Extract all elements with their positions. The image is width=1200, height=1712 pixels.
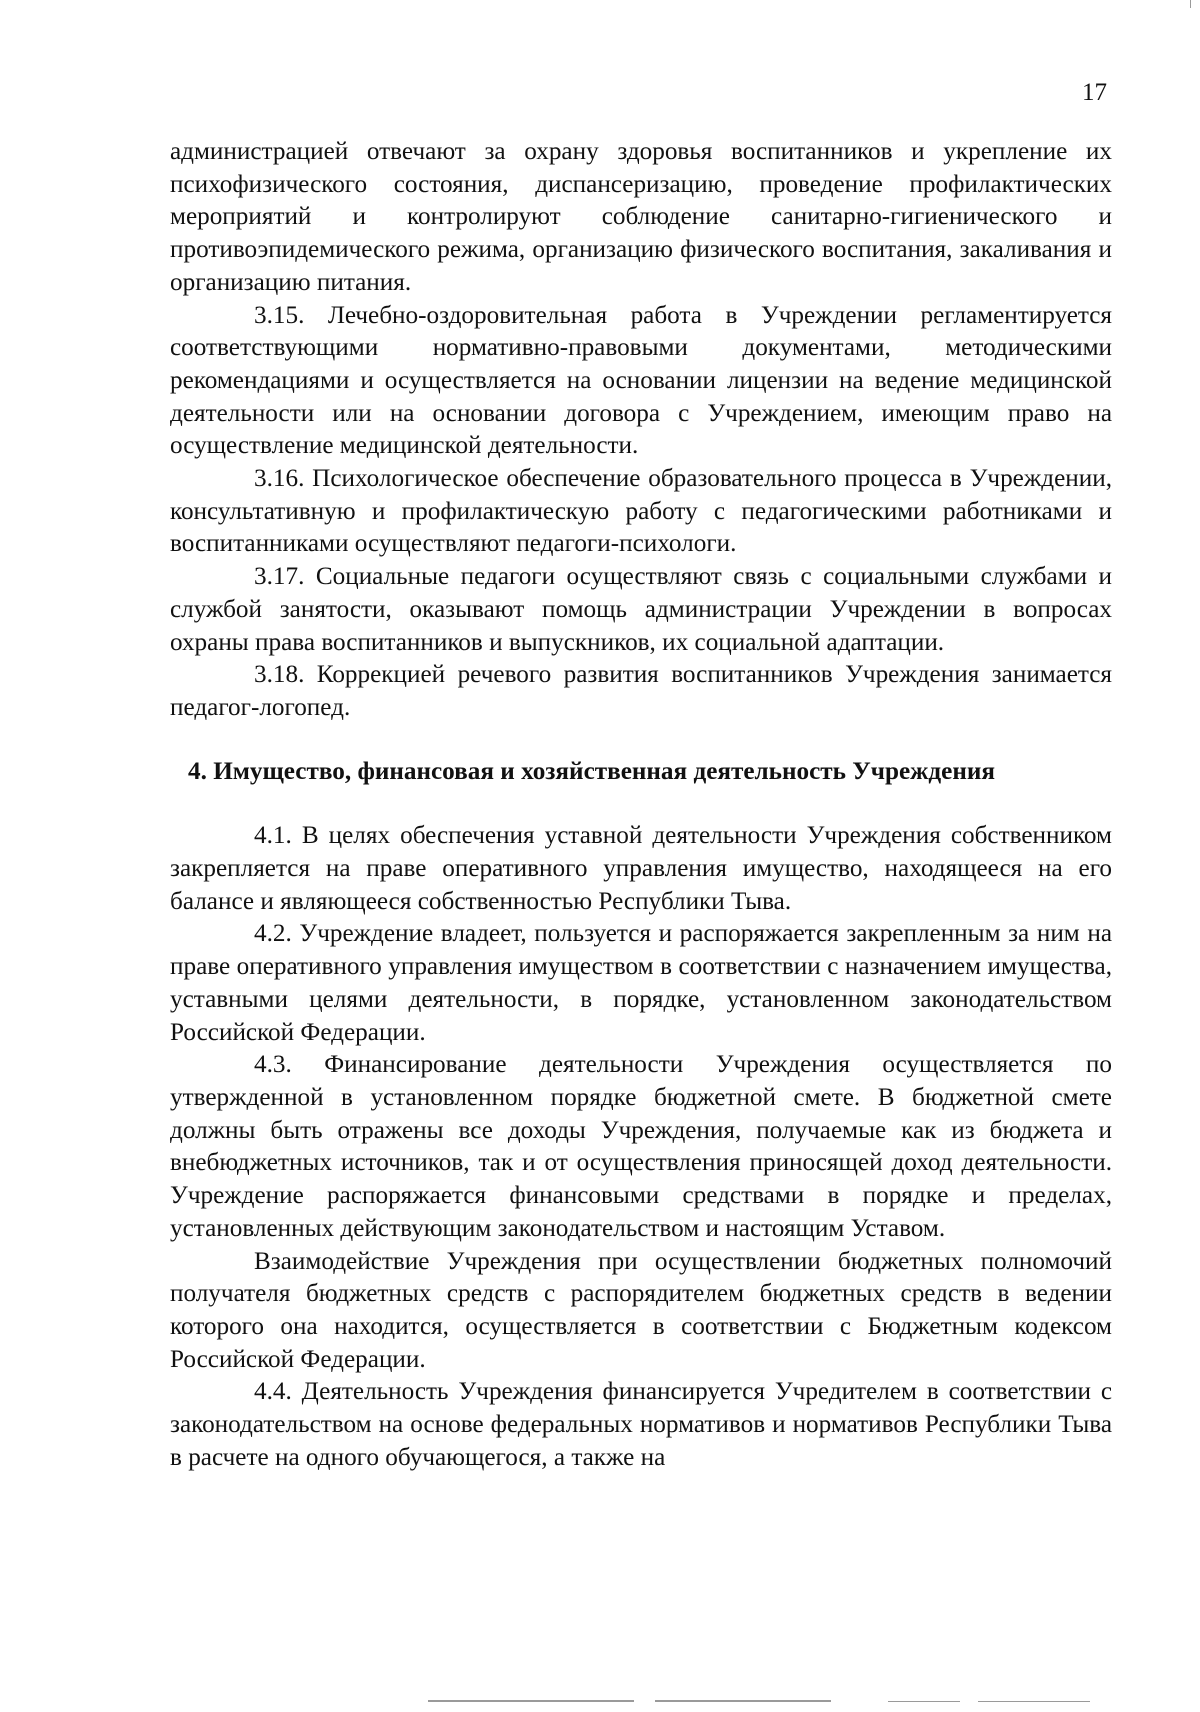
paragraph-3-18: 3.18. Коррекцией речевого развития воспитанников Учреждения занимается педагог-логопед. <box>170 661 1112 721</box>
paragraph-4-3: 4.3. Финансирование деятельности Учреждения осуществляется по утвержденной в установленном порядке бюджетной смете. В бюджетной смете должны быть отражены все доходы Учреждения, получаемые как из бюджета и внебюджетных источников, так и от осуществления приносящей доход деятельности. Учреждение распоряжается финансовыми средствами в порядке и пределах, установленных действующим законодательством и настоящим Уставом. <box>170 1051 1112 1242</box>
paragraph-4-4: 4.4. Деятельность Учреждения финансируется Учредителем в соответствии с законодательством на основе федеральных нормативов и нормативов Республики Тыва в расчете на одного обучающегося, а также на <box>170 1378 1112 1471</box>
section-4-heading: 4. Имущество, финансовая и хозяйственная деятельность Учреждения <box>188 757 995 785</box>
scan-bottom-mark <box>888 1701 960 1702</box>
paragraph-4-1: 4.1. В целях обеспечения уставной деятельности Учреждения собственником закрепляется на праве оперативного управления имущество, находящееся на его балансе и являющееся собственностью Республики Тыва. <box>170 822 1112 915</box>
paragraph-3-15: 3.15. Лечебно-оздоровительная работа в Учреждении регламентируется соответствующими нормативно-правовыми документами, методическими рекомендациями и осуществляется на основании лицензии на ведение медицинской деятельности или на основании договора с Учреждением, имеющим право на осуществление медицинской деятельности. <box>170 301 1112 460</box>
document-body <box>170 136 1112 1474</box>
paragraph-4-2: 4.2. Учреждение владеет, пользуется и распоряжается закрепленным за ним на праве оперативного управления имуществом в соответствии с назначением имущества, уставными целями деятельности, в порядке, установленном законодательством Российской Федерации. <box>170 920 1112 1046</box>
scan-bottom-mark <box>655 1700 831 1702</box>
paragraph-continuation: администрацией отвечают за охрану здоровья воспитанников и укрепление их психофизического состояния, диспансеризацию, проведение профилактических мероприятий и контролируют соблюдение санитарно-гигиенического и противоэпидемического режима, организацию физического воспитания, закаливания и организацию питания. <box>170 138 1112 296</box>
paragraph-3-17: 3.17. Социальные педагоги осуществляют связь с социальными службами и службой занятости, оказывают помощь администрации Учреждении в вопросах охраны права воспитанников и выпускников, их социальной адаптации. <box>170 563 1112 656</box>
scan-bottom-mark <box>978 1701 1090 1702</box>
scan-bottom-mark <box>428 1700 634 1702</box>
scan-edge-mark <box>1190 0 1191 8</box>
paragraph-4-3-interaction: Взаимодействие Учреждения при осуществлении бюджетных полномочий получателя бюджетных средств с распорядителем бюджетных средств в ведении которого она находится, осуществляется в соответствии с Бюджетным кодексом Российской Федерации. <box>170 1247 1112 1373</box>
page-number: 17 <box>1082 79 1107 106</box>
paragraph-3-16: 3.16. Психологическое обеспечение образовательного процесса в Учреждении, консультативную и профилактическую работу с педагогическими работниками и воспитанниками осуществляют педагоги-психологи. <box>170 465 1112 558</box>
